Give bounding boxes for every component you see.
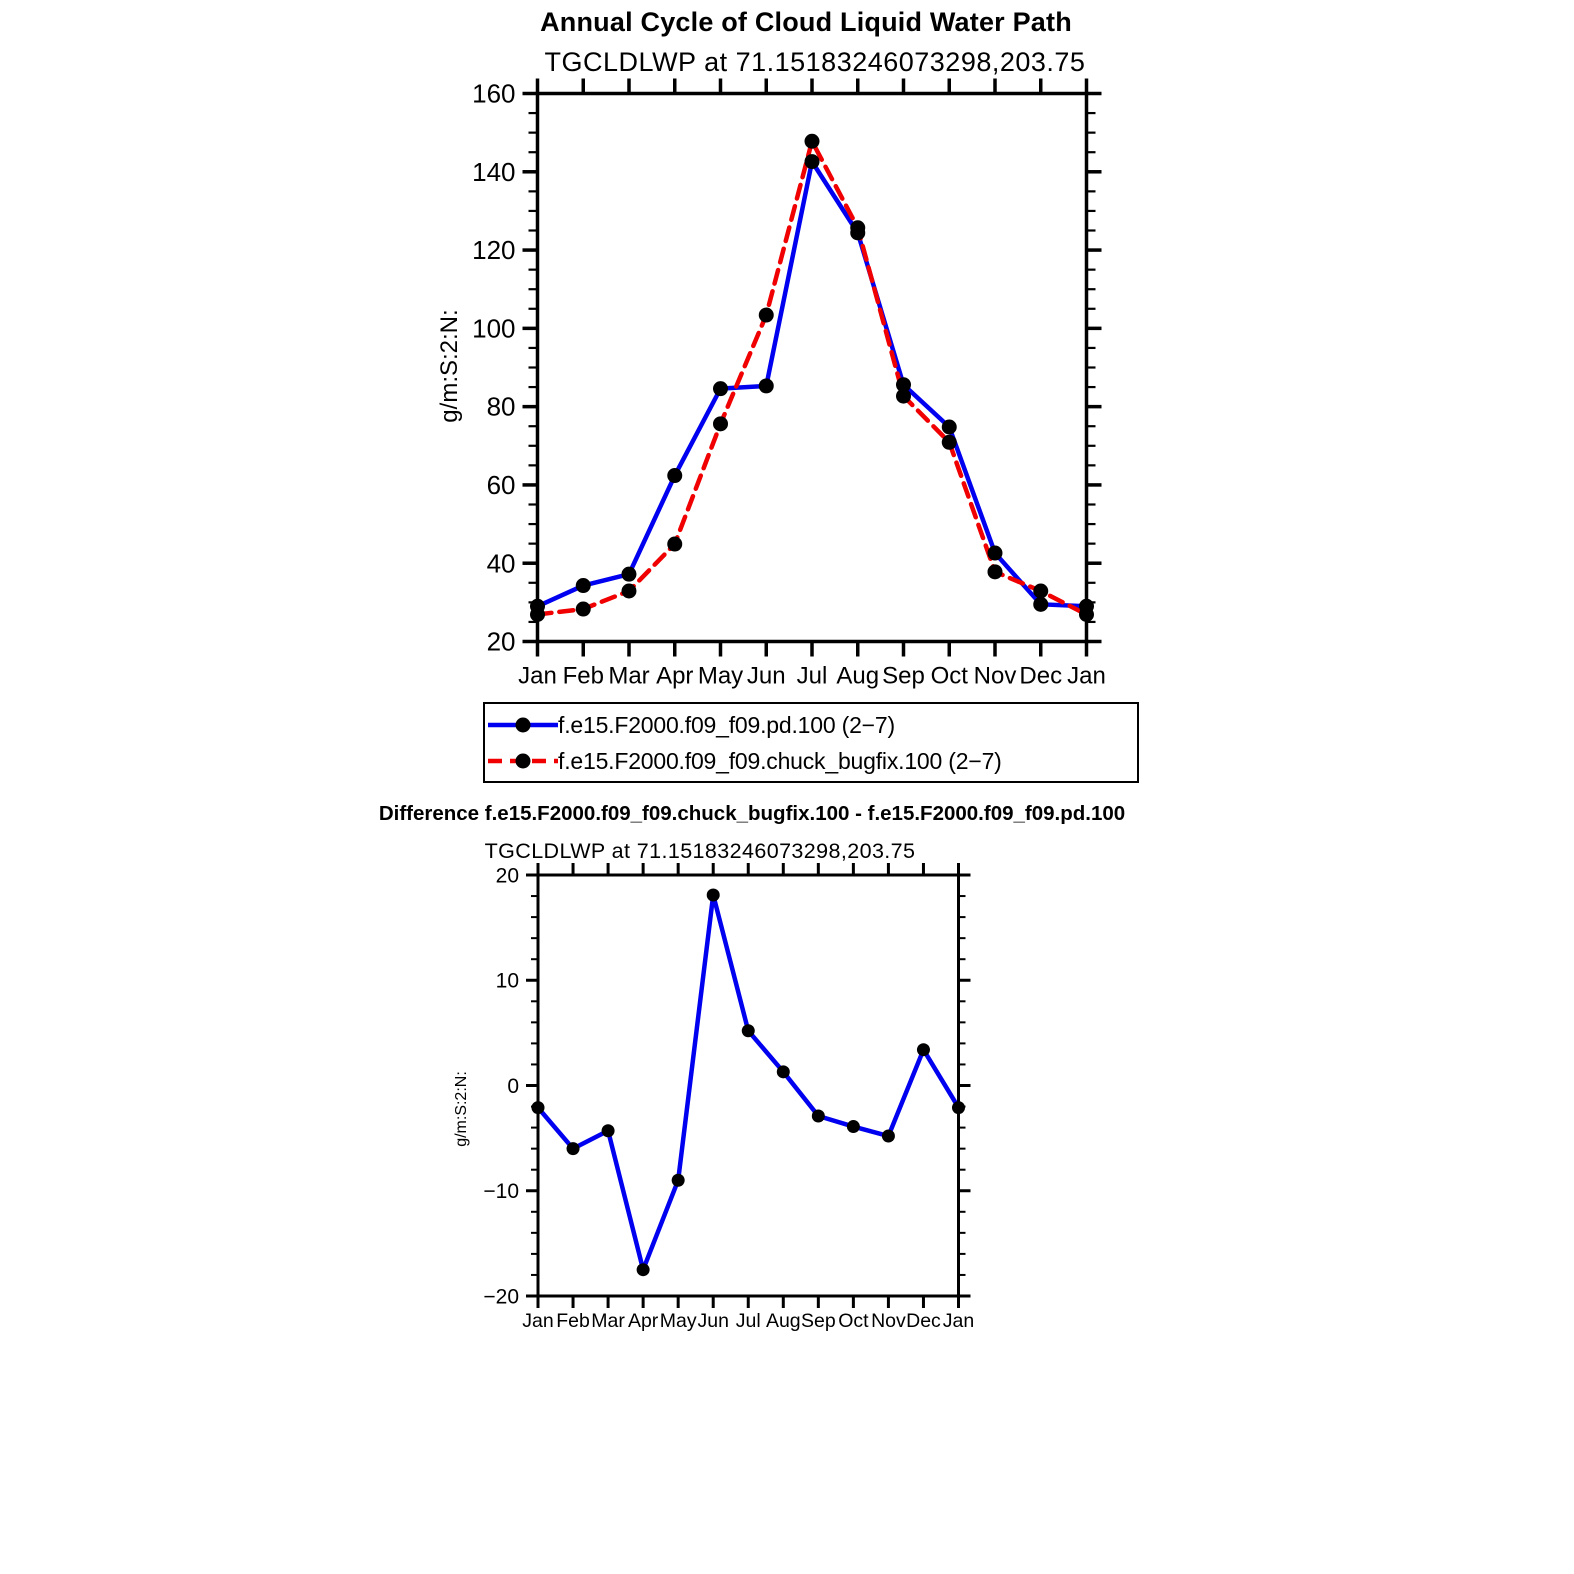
y-tick-label: −20 <box>483 1285 519 1309</box>
data-point-marker <box>988 546 1003 561</box>
data-point-marker <box>812 1110 825 1123</box>
data-point-marker <box>602 1124 615 1137</box>
x-month-label: Dec <box>1019 662 1063 690</box>
x-month-label: Sep <box>882 662 925 690</box>
x-month-label: May <box>697 662 744 690</box>
x-month-label: Apr <box>656 662 694 690</box>
diff-chart-y-axis-label: g/m:S:2:N: <box>453 1071 470 1147</box>
x-month-label: Jun <box>746 662 786 690</box>
x-month-label: Apr <box>627 1310 659 1332</box>
data-point-marker <box>667 537 682 552</box>
y-tick-label: 120 <box>472 235 516 266</box>
y-tick-label: −10 <box>483 1180 519 1204</box>
x-month-label: May <box>659 1310 697 1332</box>
diff-chart-title: Difference f.e15.F2000.f09_f09.chuck_bugfix.100 - f.e15.F2000.f09_f09.pd.100 <box>378 802 1126 825</box>
data-point-marker <box>713 416 728 431</box>
data-point-marker <box>882 1130 895 1143</box>
data-point-marker <box>850 220 865 235</box>
y-tick-label: 140 <box>472 156 516 187</box>
x-month-label: Jan <box>942 1310 975 1332</box>
x-month-label: Aug <box>836 662 880 690</box>
data-point-marker <box>667 468 682 483</box>
x-month-label: Oct <box>838 1310 869 1332</box>
x-month-label: Jun <box>697 1310 729 1332</box>
legend-item <box>488 707 1137 743</box>
data-point-marker <box>742 1024 755 1037</box>
series-line <box>538 162 1087 607</box>
legend-solid-line-sample <box>488 713 558 737</box>
legend-item-label: f.e15.F2000.f09_f09.chuck_bugfix.100 (2−7) <box>558 747 1002 774</box>
data-point-marker <box>896 389 911 404</box>
data-point-marker <box>847 1120 860 1133</box>
x-month-label: Nov <box>871 1310 906 1332</box>
data-point-marker <box>759 378 774 393</box>
diff-chart-svg <box>0 800 1574 1374</box>
data-point-marker <box>532 1101 545 1114</box>
data-point-marker <box>576 602 591 617</box>
data-point-marker <box>622 567 637 582</box>
data-point-marker <box>805 134 820 149</box>
x-month-label: Jan <box>1067 662 1106 690</box>
data-point-marker <box>1033 597 1048 612</box>
top-chart-title: Annual Cycle of Cloud Liquid Water Path <box>540 7 1072 37</box>
y-tick-label: 60 <box>486 470 516 501</box>
x-month-label: Dec <box>906 1310 941 1332</box>
data-point-marker <box>805 154 820 169</box>
legend <box>483 702 1139 783</box>
x-month-label: Mar <box>608 662 650 690</box>
plot-frame <box>538 875 959 1296</box>
y-tick-label: 80 <box>486 391 516 422</box>
data-point-marker <box>707 888 720 901</box>
y-tick-label: 100 <box>472 313 516 344</box>
data-point-marker <box>942 435 957 450</box>
data-point-marker <box>622 584 637 599</box>
legend-marker-dot <box>516 718 531 733</box>
x-month-label: Aug <box>765 1310 801 1332</box>
data-point-marker <box>952 1101 965 1114</box>
legend-dashed-line-sample <box>488 749 558 773</box>
data-point-marker <box>530 607 545 622</box>
data-point-marker <box>917 1043 930 1056</box>
series-line <box>538 141 1087 614</box>
data-point-marker <box>1033 584 1048 599</box>
data-point-marker <box>713 381 728 396</box>
x-month-label: Nov <box>973 662 1017 690</box>
y-tick-label: 0 <box>507 1074 519 1098</box>
data-point-marker <box>637 1263 650 1276</box>
top-chart-y-axis-label: g/m:S:2:N: <box>436 309 463 423</box>
plot-frame <box>538 94 1087 642</box>
data-point-marker <box>759 308 774 323</box>
data-point-marker <box>988 564 1003 579</box>
y-tick-label: 160 <box>472 78 516 109</box>
data-point-marker <box>942 419 957 434</box>
x-month-label: Sep <box>800 1310 836 1332</box>
y-tick-label: 20 <box>486 626 516 657</box>
x-month-label: Feb <box>562 662 604 690</box>
data-point-marker <box>567 1142 580 1155</box>
x-month-label: Jul <box>796 662 828 690</box>
top-chart-subtitle: TGCLDLWP at 71.15183246073298,203.75 <box>544 47 1086 77</box>
x-month-label: Jan <box>518 662 557 690</box>
x-month-label: Jul <box>735 1310 761 1332</box>
x-month-label: Mar <box>591 1310 625 1332</box>
legend-item-label: f.e15.F2000.f09_f09.pd.100 (2−7) <box>558 711 895 738</box>
x-month-label: Jan <box>522 1310 554 1332</box>
legend-item <box>488 743 1137 779</box>
data-point-marker <box>1079 607 1094 622</box>
data-point-marker <box>576 578 591 593</box>
legend-marker-dot <box>516 754 531 769</box>
y-tick-label: 40 <box>486 548 516 579</box>
data-point-marker <box>672 1174 685 1187</box>
series-line <box>538 895 959 1270</box>
x-month-label: Feb <box>556 1310 590 1332</box>
data-point-marker <box>777 1065 790 1078</box>
y-tick-label: 10 <box>495 969 519 993</box>
y-tick-label: 20 <box>495 864 519 888</box>
diff-chart-subtitle: TGCLDLWP at 71.15183246073298,203.75 <box>484 839 916 863</box>
x-month-label: Oct <box>930 662 968 690</box>
